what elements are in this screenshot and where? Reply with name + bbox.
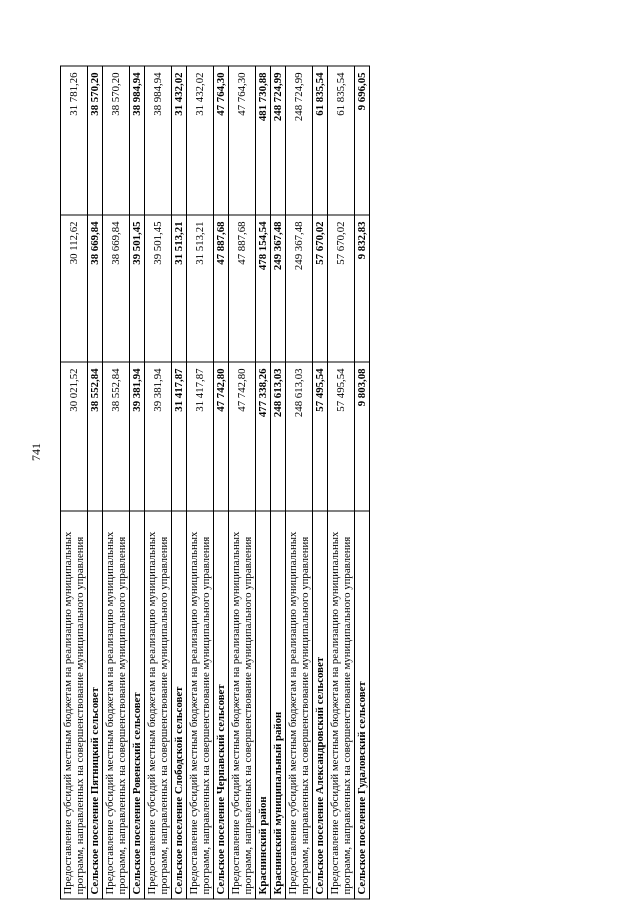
value-cell-3: 248 724,99 (271, 66, 286, 215)
value-cell-3: 38 984,94 (130, 66, 145, 215)
value-cell-3: 481 730,88 (256, 66, 271, 215)
value-cell-2: 9 832,83 (355, 215, 370, 362)
row-name-cell: Краснинский район (256, 511, 271, 899)
value-cell-1: 31 417,87 (172, 362, 187, 511)
table-row (187, 66, 214, 899)
value-cell-2: 31 513,21 (187, 215, 214, 362)
value-cell-1: 9 803,08 (355, 362, 370, 511)
table-row (130, 66, 145, 899)
row-name-cell: Сельское поселение Слободской сельсовет (172, 511, 187, 899)
value-cell-1: 39 381,94 (145, 362, 172, 511)
value-cell-3: 61 835,54 (328, 66, 355, 215)
page-number: 741 (29, 443, 43, 461)
value-cell-2: 31 513,21 (172, 215, 187, 362)
value-cell-3: 47 764,30 (229, 66, 256, 215)
value-cell-2: 39 501,45 (130, 215, 145, 362)
value-cell-2: 38 669,84 (88, 215, 103, 362)
row-name-cell: Сельское поселение Черпавский сельсовет (214, 511, 229, 899)
table-row (61, 66, 88, 899)
value-cell-3: 31 432,02 (187, 66, 214, 215)
value-cell-3: 61 835,54 (313, 66, 328, 215)
row-name-cell: Предоставление субсидий местным бюджетам на реализацию муниципальных программ, направленных на совершенствование муниципального управления (187, 511, 214, 899)
value-cell-2: 57 670,02 (313, 215, 328, 362)
row-name-cell: Предоставление субсидий местным бюджетам на реализацию муниципальных программ, направленных на совершенствование муниципального управления (103, 511, 130, 899)
value-cell-1: 248 613,03 (271, 362, 286, 511)
value-cell-2: 249 367,48 (286, 215, 313, 362)
value-cell-2: 47 887,68 (214, 215, 229, 362)
rotated-table-container (60, 67, 580, 900)
value-cell-1: 39 381,94 (130, 362, 145, 511)
value-cell-2: 47 887,68 (229, 215, 256, 362)
value-cell-1: 248 613,03 (286, 362, 313, 511)
row-name-cell: Предоставление субсидий местным бюджетам на реализацию муниципальных программ, направленных на совершенствование муниципального управления (286, 511, 313, 899)
value-cell-3: 47 764,30 (214, 66, 229, 215)
value-cell-1: 57 495,54 (313, 362, 328, 511)
value-cell-3: 9 696,05 (355, 66, 370, 215)
value-cell-2: 478 154,54 (256, 215, 271, 362)
value-cell-3: 38 570,20 (103, 66, 130, 215)
budget-table (60, 66, 370, 900)
table-row (88, 66, 103, 899)
table-row (229, 66, 256, 899)
value-cell-1: 57 495,54 (328, 362, 355, 511)
value-cell-3: 31 432,02 (172, 66, 187, 215)
row-name-cell: Сельское поселение Пятницкий сельсовет (88, 511, 103, 899)
table-row (145, 66, 172, 899)
value-cell-3: 38 570,20 (88, 66, 103, 215)
value-cell-1: 30 021,52 (61, 362, 88, 511)
value-cell-3: 248 724,99 (286, 66, 313, 215)
table-row (286, 66, 313, 899)
value-cell-3: 31 781,26 (61, 66, 88, 215)
value-cell-1: 38 552,84 (88, 362, 103, 511)
table-row (103, 66, 130, 899)
table-row (313, 66, 328, 899)
row-name-cell: Краснинский муниципальный район (271, 511, 286, 899)
value-cell-2: 249 367,48 (271, 215, 286, 362)
table-row (256, 66, 271, 899)
row-name-cell: Сельское поселение Гудаловский сельсовет (355, 511, 370, 899)
table-row (355, 66, 370, 899)
value-cell-1: 47 742,80 (229, 362, 256, 511)
row-name-cell: Сельское поселение Александровский сельсовет (313, 511, 328, 899)
value-cell-2: 39 501,45 (145, 215, 172, 362)
value-cell-1: 38 552,84 (103, 362, 130, 511)
row-name-cell: Предоставление субсидий местным бюджетам на реализацию муниципальных программ, направленных на совершенствование муниципального управления (145, 511, 172, 899)
value-cell-2: 38 669,84 (103, 215, 130, 362)
value-cell-2: 57 670,02 (328, 215, 355, 362)
value-cell-3: 38 984,94 (145, 66, 172, 215)
value-cell-1: 31 417,87 (187, 362, 214, 511)
row-name-cell: Предоставление субсидий местным бюджетам на реализацию муниципальных программ, направленных на совершенствование муниципального управления (61, 511, 88, 899)
table-row (172, 66, 187, 899)
row-name-cell: Предоставление субсидий местным бюджетам на реализацию муниципальных программ, направленных на совершенствование муниципального управления (328, 511, 355, 899)
table-row (271, 66, 286, 899)
value-cell-2: 30 112,62 (61, 215, 88, 362)
table-row (214, 66, 229, 899)
budget-table-body (61, 66, 370, 899)
row-name-cell: Сельское поселение Ровенский сельсовет (130, 511, 145, 899)
value-cell-1: 477 338,26 (256, 362, 271, 511)
value-cell-1: 47 742,80 (214, 362, 229, 511)
row-name-cell: Предоставление субсидий местным бюджетам на реализацию муниципальных программ, направленных на совершенствование муниципального управления (229, 511, 256, 899)
table-row (328, 66, 355, 899)
